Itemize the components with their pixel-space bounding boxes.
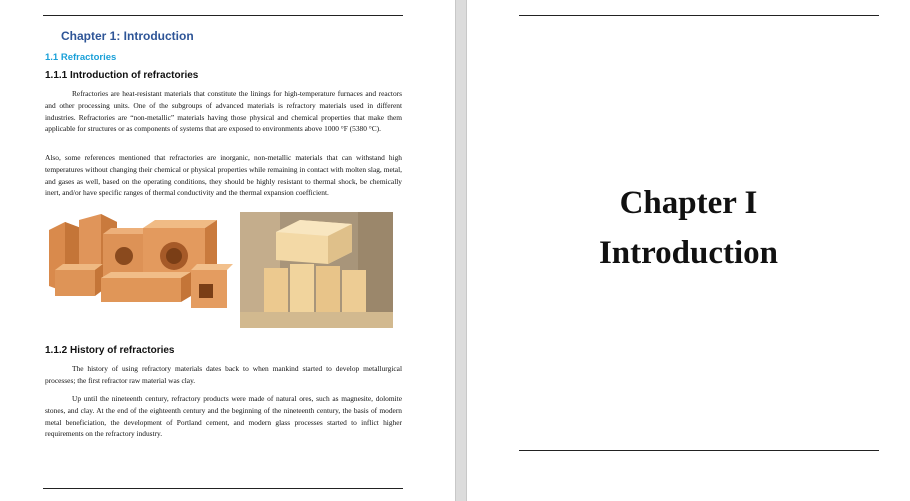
refractory-bricks-image — [45, 212, 235, 328]
refractory-bricks-illustration — [45, 212, 235, 328]
subsection-heading-intro: 1.1.1 Introduction of refractories — [45, 70, 199, 81]
chapter-title-line-1: Chapter I — [619, 185, 758, 221]
paragraph-history-2: Up until the nineteenth century, refractory products were made of natural ores, such as magnesite, dolomite stones, and clay. At the end of the eighteenth century and the beginning of the nineteenth century, the basis of modern metal beneficiation, the development of Portland cement, and modern glass processes started to inflict higher requirements on the refractory industry. — [45, 394, 402, 439]
floor-bricks — [240, 312, 393, 328]
paragraph-intro-1: Refractories are heat-resistant materials that constitute the linings for high-temperature furnaces and reactors and other processing units. One of the subgroups of advanced materials is refractory materials used in different industries. Refractories are “non-metallic” materials having those physical and chemical properties that make them applicable for structures or as components of systems that are exposed to environments above 1000 °F (5380 °C). — [45, 89, 402, 134]
brick-small-hole — [191, 264, 233, 308]
chapter-title-line-2: Introduction — [598, 235, 779, 271]
top-brick — [276, 220, 352, 264]
footer-rule-left — [43, 488, 403, 489]
chapter-heading: Chapter 1: Introduction — [61, 29, 194, 43]
brick-flat-long — [101, 272, 191, 302]
footer-rule-right — [519, 450, 879, 451]
section-heading: 1.1 Refractories — [45, 52, 117, 63]
paragraph-intro-2: Also, some references mentioned that refractories are inorganic, non-metallic materials that can withstand high temperatures without changing their chemical or physical properties while remaining in contact with molten slag, metal, and gases as well, based on the operating conditions, they should be highly resistant to thermal shock, be chemically inert, and/or have specific ranges of thermal conductivity and the thermal expansion coefficient. — [45, 153, 402, 198]
page-gap — [455, 0, 467, 501]
paragraph-history-1: The history of using refractory materials dates back to when mankind started to develop metallurgical processes; the first refractor raw material was clay. — [45, 364, 402, 385]
header-rule-left — [43, 15, 403, 16]
stacked-bricks-image — [240, 212, 393, 328]
stacked-bricks-illustration — [240, 212, 393, 328]
header-rule-right — [519, 15, 879, 16]
brick-small-front — [55, 264, 103, 296]
subsection-heading-history: 1.1.2 History of refractories — [45, 345, 175, 356]
